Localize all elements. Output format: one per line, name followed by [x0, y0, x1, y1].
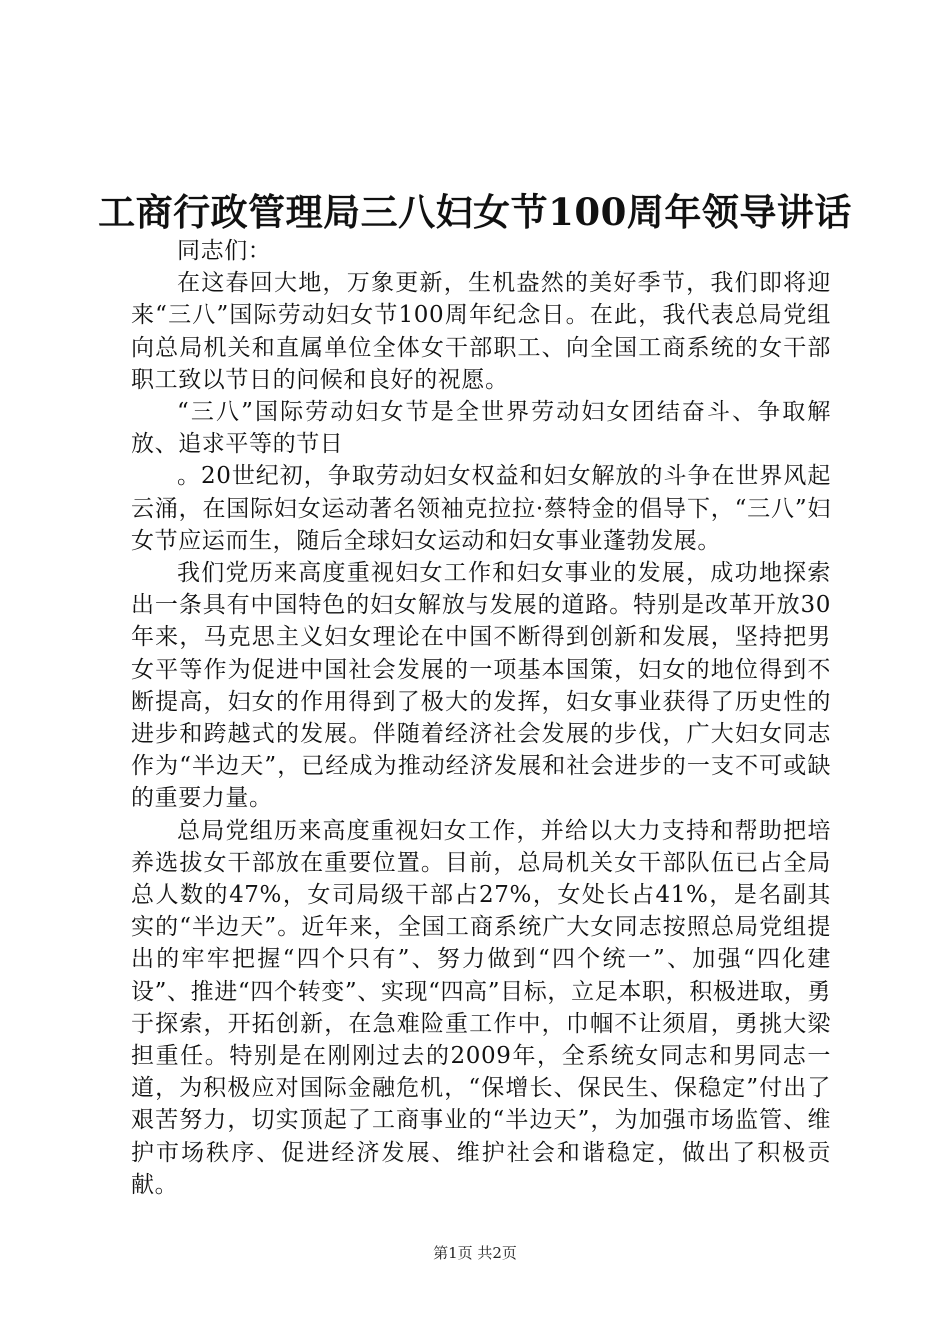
paragraph-greeting: 在这春回大地，万象更新，生机盎然的美好季节，我们即将迎来“三八”国际劳动妇女节100周年纪念日。在此，我代表总局党组向总局机关和直属单位全体女干部职工、向全国工商系统的女干部职工致以节日的问候和良好的祝愿。 — [131, 270, 831, 393]
document-title: 工商行政管理局三八妇女节100周年领导讲话 — [98, 190, 852, 234]
salutation: 同志们： — [177, 238, 272, 264]
paragraph-party-policy: 我们党历来高度重视妇女工作和妇女事业的发展，成功地探索出一条具有中国特色的妇女解放与发展的道路。特别是改革开放30年来，马克思主义妇女理论在中国不断得到创新和发展，坚持把男女平等作为促进中国社会发展的一项基本国策，妇女的地位得到不断提高，妇女的作用得到了极大的发挥，妇女事业获得了历史性的进步和跨越式的发展。伴随着经济社会发展的步伐，广大妇女同志作为“半边天”，已经成为推动经济发展和社会进步的一支不可或缺的重要力量。 — [131, 560, 831, 812]
document-body — [131, 235, 831, 1201]
paragraph-festival-intro: “三八”国际劳动妇女节是全世界劳动妇女团结奋斗、争取解放、追求平等的节日 — [131, 399, 831, 458]
paragraph-history: 。20世纪初，争取劳动妇女权益和妇女解放的斗争在世界风起云涌，在国际妇女运动著名领袖克拉拉·蔡特金的倡导下，“三八”妇女节应运而生，随后全球妇女运动和妇女事业蓬勃发展。 — [131, 463, 831, 554]
paragraph-bureau-achievements: 总局党组历来高度重视妇女工作，并给以大力支持和帮助把培养选拔女干部放在重要位置。目前，总局机关女干部队伍已占全局总人数的47%，女司局级干部占27%，女处长占41%，是名副其实的“半边天”。近年来，全国工商系统广大女同志按照总局党组提出的牢牢把握“四个只有”、努力做到“四个统一”、加强“四化建设”、推进“四个转变”、实现“四高”目标，立足本职，积极进取，勇于探索，开拓创新，在急难险重工作中，巾帼不让须眉，勇挑大梁担重任。特别是在刚刚过去的2009年，全系统女同志和男同志一道，为积极应对国际金融危机，“保增长、保民生、保稳定”付出了艰苦努力，切实顶起了工商事业的“半边天”，为加强市场监管、维护市场秩序、促进经济发展、维护社会和谐稳定，做出了积极贡献。 — [131, 817, 831, 1198]
page-number-footer: 第1页 共2页 — [433, 1244, 517, 1262]
